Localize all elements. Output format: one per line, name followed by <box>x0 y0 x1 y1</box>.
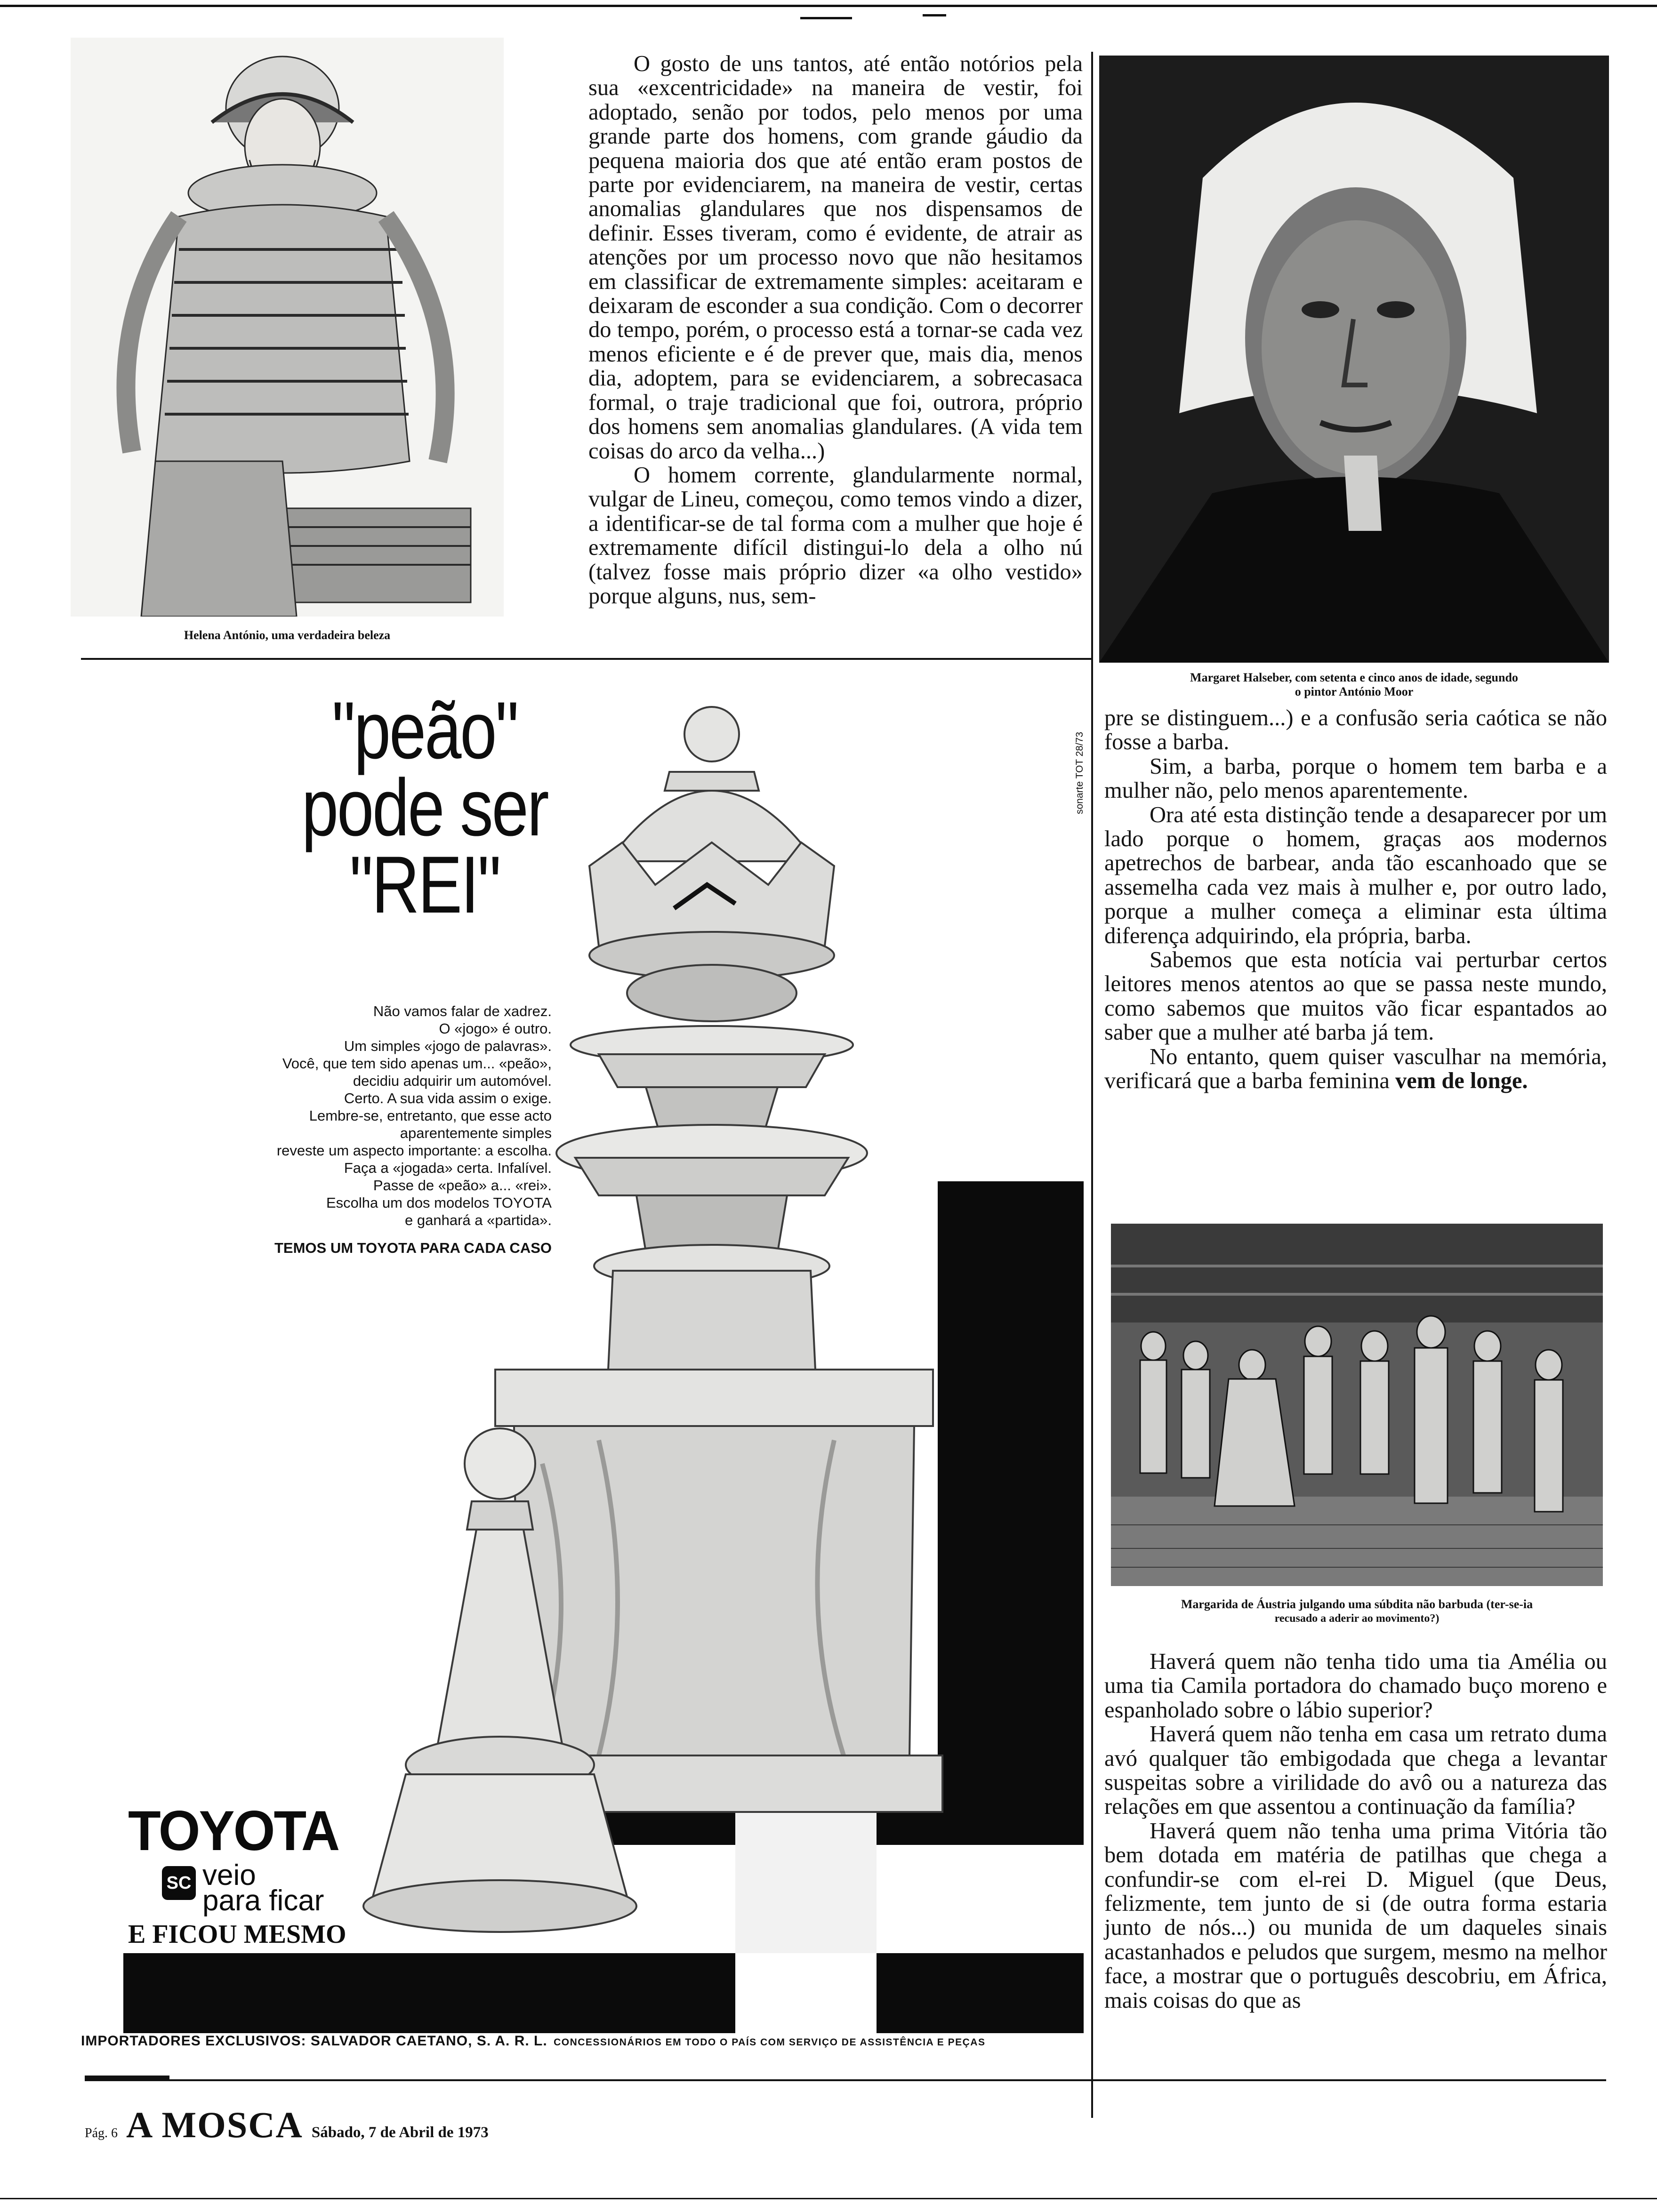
ad-body-line: Lembre-se, entretanto, que esse acto <box>309 1107 552 1124</box>
publication-name: A MOSCA <box>126 2104 303 2145</box>
article-paragraph: Haverá quem não tenha uma prima Vitória tão bem dotada em matéria de patilhas que chega a confundir-se com el-rei D. Miguel (que Deus, felizmente, tem junto de si (de outra forma estaria junto de nós...) ou munida de um daqueles sinais acastanhados e peludos que surgem, mesmo na melhor face, a mostrar que o português descobriu, em África, mais coisas do que as <box>1104 1818 1607 2013</box>
helena-photo-caption: Helena António, uma verdadeira beleza <box>184 628 391 642</box>
article-paragraph-last <box>1104 1045 1607 1093</box>
margaret-painting-image <box>1099 56 1609 663</box>
masthead <box>85 2104 489 2146</box>
ad-body-line: reveste um aspecto importante: a escolha. <box>276 1142 552 1159</box>
margaret-caption-line-1: Margaret Halseber, com setenta e cinco anos de idade, segundo <box>1190 671 1518 684</box>
section-rule <box>81 658 1093 660</box>
margaret-photo-caption <box>1099 671 1609 699</box>
article-paragraph: Haverá quem não tenha tido uma tia Amélia ou uma tia Camila portadora do chamado buço moreno e espanholado sobre o lábio superior? <box>1104 1649 1607 1723</box>
ad-tagline: TEMOS UM TOYOTA PARA CADA CASO <box>274 1240 552 1256</box>
article-column-3 <box>1104 1650 1607 2012</box>
ad-footer <box>81 2033 985 2049</box>
issue-date: Sábado, 7 de Abril de 1973 <box>311 2124 489 2141</box>
ad-slogan-line-2: para ficar <box>202 1884 324 1917</box>
article-paragraph: Haverá quem não tenha em casa um retrato duma avó qualquer tão embigodada que chega a levantar suspeitas sobre a virilidade do avô ou a natureza das relações em que assentou a continuação da família? <box>1104 1722 1607 1819</box>
column-rule <box>1091 52 1093 2118</box>
bottom-border-rule <box>0 2198 1657 2199</box>
margarida-photo-caption <box>1102 1597 1612 1626</box>
top-border-rule <box>0 5 1657 7</box>
ad-body-line: aparentemente simples <box>400 1125 552 1141</box>
ad-body-line: Escolha um dos modelos TOYOTA <box>326 1194 552 1211</box>
print-mark <box>800 17 852 19</box>
ad-body-line: decidiu adquirir um automóvel. <box>353 1073 552 1089</box>
ad-footer-importer: IMPORTADORES EXCLUSIVOS: SALVADOR CAETANO, S. A. R. L. <box>81 2033 547 2049</box>
ad-body-line: O «jogo» é outro. <box>439 1020 552 1037</box>
article-paragraph: O gosto de uns tantos, até então notórios pela sua «excentricidade» na maneira de vestir, foi adoptado, senão por todos, pelo menos por uma grande parte dos homens, com grande gáudio da pequena maioria dos que até então eram postos de parte por evidenciarem, na maneira de vestir, certas anomalias glandulares que nos dispensamos de definir. Esses tiveram, como é evidente, de atrair as atenções por um processo novo que não hesitamos em classificar de extremamente simples: aceitaram e deixaram de esconder a sua condição. Com o decorrer do tempo, porém, o processo está a tornar-se cada vez menos eficiente e é de prever que, mais dia, menos dia, adoptem, para se evidenciarem, a sobrecasaca formal, o traje tradicional que foi, outrora, próprio dos homens sem anomalias glandulares. (A vida tem coisas do arco da velha...) <box>588 51 1083 464</box>
ad-headline-line-3: "REI" <box>349 840 500 930</box>
ad-body-line: Você, que tem sido apenas um... «peão», <box>282 1055 552 1072</box>
agency-code: sonarte TOT 28/73 <box>1074 731 1085 814</box>
ad-body-line: Passe de «peão» a... «rei». <box>373 1177 552 1194</box>
ad-slogan <box>202 1859 324 1917</box>
ad-body-line: e ganhará a «partida». <box>405 1212 552 1228</box>
helena-engraving-image <box>71 38 504 617</box>
article-column-2 <box>1104 706 1607 1093</box>
ad-body-line: Um simples «jogo de palavras». <box>344 1038 552 1054</box>
margarida-de-austria-engraving <box>1111 1224 1603 1586</box>
article-text: No entanto, quem quiser vasculhar na memória, verificará que a barba feminina <box>1104 1044 1607 1094</box>
ad-headline-line-1: "peão" <box>331 685 518 776</box>
helena-antonio-portrait <box>71 38 504 617</box>
article-paragraph: O homem corrente, glandularmente normal, vulgar de Lineu, começou, como temos vindo a dizer, a identificar-se de tal forma com a mulher que hoje é extremamente difícil distingui-lo dela a olho nú (talvez fosse mais próprio dizer «a olho vestido» porque alguns, nus, sem- <box>588 462 1083 609</box>
margarida-engraving-image <box>1111 1224 1603 1586</box>
ad-body-line: Não vamos falar de xadrez. <box>373 1003 552 1019</box>
article-paragraph: pre se distinguem...) e a confusão seria caótica se não fosse a barba. <box>1104 705 1607 755</box>
footer-rule-accent <box>85 2076 169 2079</box>
ad-body-line: Faça a «jogada» certa. Infalível. <box>344 1160 552 1176</box>
margaret-halseber-portrait <box>1099 56 1609 663</box>
ad-headline-line-2: pode ser <box>301 762 548 853</box>
salvador-caetano-logo-icon: SC <box>162 1866 196 1900</box>
page-number: Pág. 6 <box>85 2126 118 2140</box>
ad-footer-dealers: CONCESSIONÁRIOS EM TODO O PAÍS COM SERVIÇO DE ASSISTÊNCIA E PEÇAS <box>554 2037 986 2048</box>
article-paragraph: Sim, a barba, porque o homem tem barba e a mulher não, pelo menos aparentemente. <box>1104 753 1607 803</box>
toyota-brand-name: TOYOTA <box>128 1799 339 1862</box>
ad-body-copy <box>81 1002 552 1257</box>
print-mark <box>923 14 946 16</box>
article-emphasis: vem de longe. <box>1395 1068 1528 1094</box>
toyota-advertisement <box>81 664 1084 2049</box>
ad-slogan-line-1: veio <box>202 1859 256 1891</box>
footer-rule <box>85 2079 1606 2081</box>
margarida-caption-line-1: Margarida de Áustria julgando uma súbdita não barbuda (ter-se-ia <box>1181 1597 1533 1611</box>
article-paragraph: Ora até esta distinção tende a desaparecer por um lado porque o homem, graças aos modernos apetrechos de barbear, anda tão escanhoado que se assemelha cada vez mais à mulher e, por outro lado, porque a mulher começa a eliminar esta última diferença adquirindo, ela própria, barba. <box>1104 802 1607 948</box>
ad-headline <box>258 685 590 930</box>
ad-body-line: Certo. A sua vida assim o exige. <box>344 1090 552 1106</box>
article-paragraph: Sabemos que esta notícia vai perturbar certos leitores menos atentos ao que se passa neste mundo, como sabemos que muitos vão ficar espantados ao saber que a mulher até barba já tem. <box>1104 947 1607 1045</box>
ad-slogan-emphasis: E FICOU MESMO <box>128 1920 346 1949</box>
article-column-1 <box>588 52 1083 608</box>
margaret-caption-line-2: o pintor António Moor <box>1295 685 1414 698</box>
margarida-caption-line-2: recusado a aderir ao movimento?) <box>1274 1612 1440 1625</box>
